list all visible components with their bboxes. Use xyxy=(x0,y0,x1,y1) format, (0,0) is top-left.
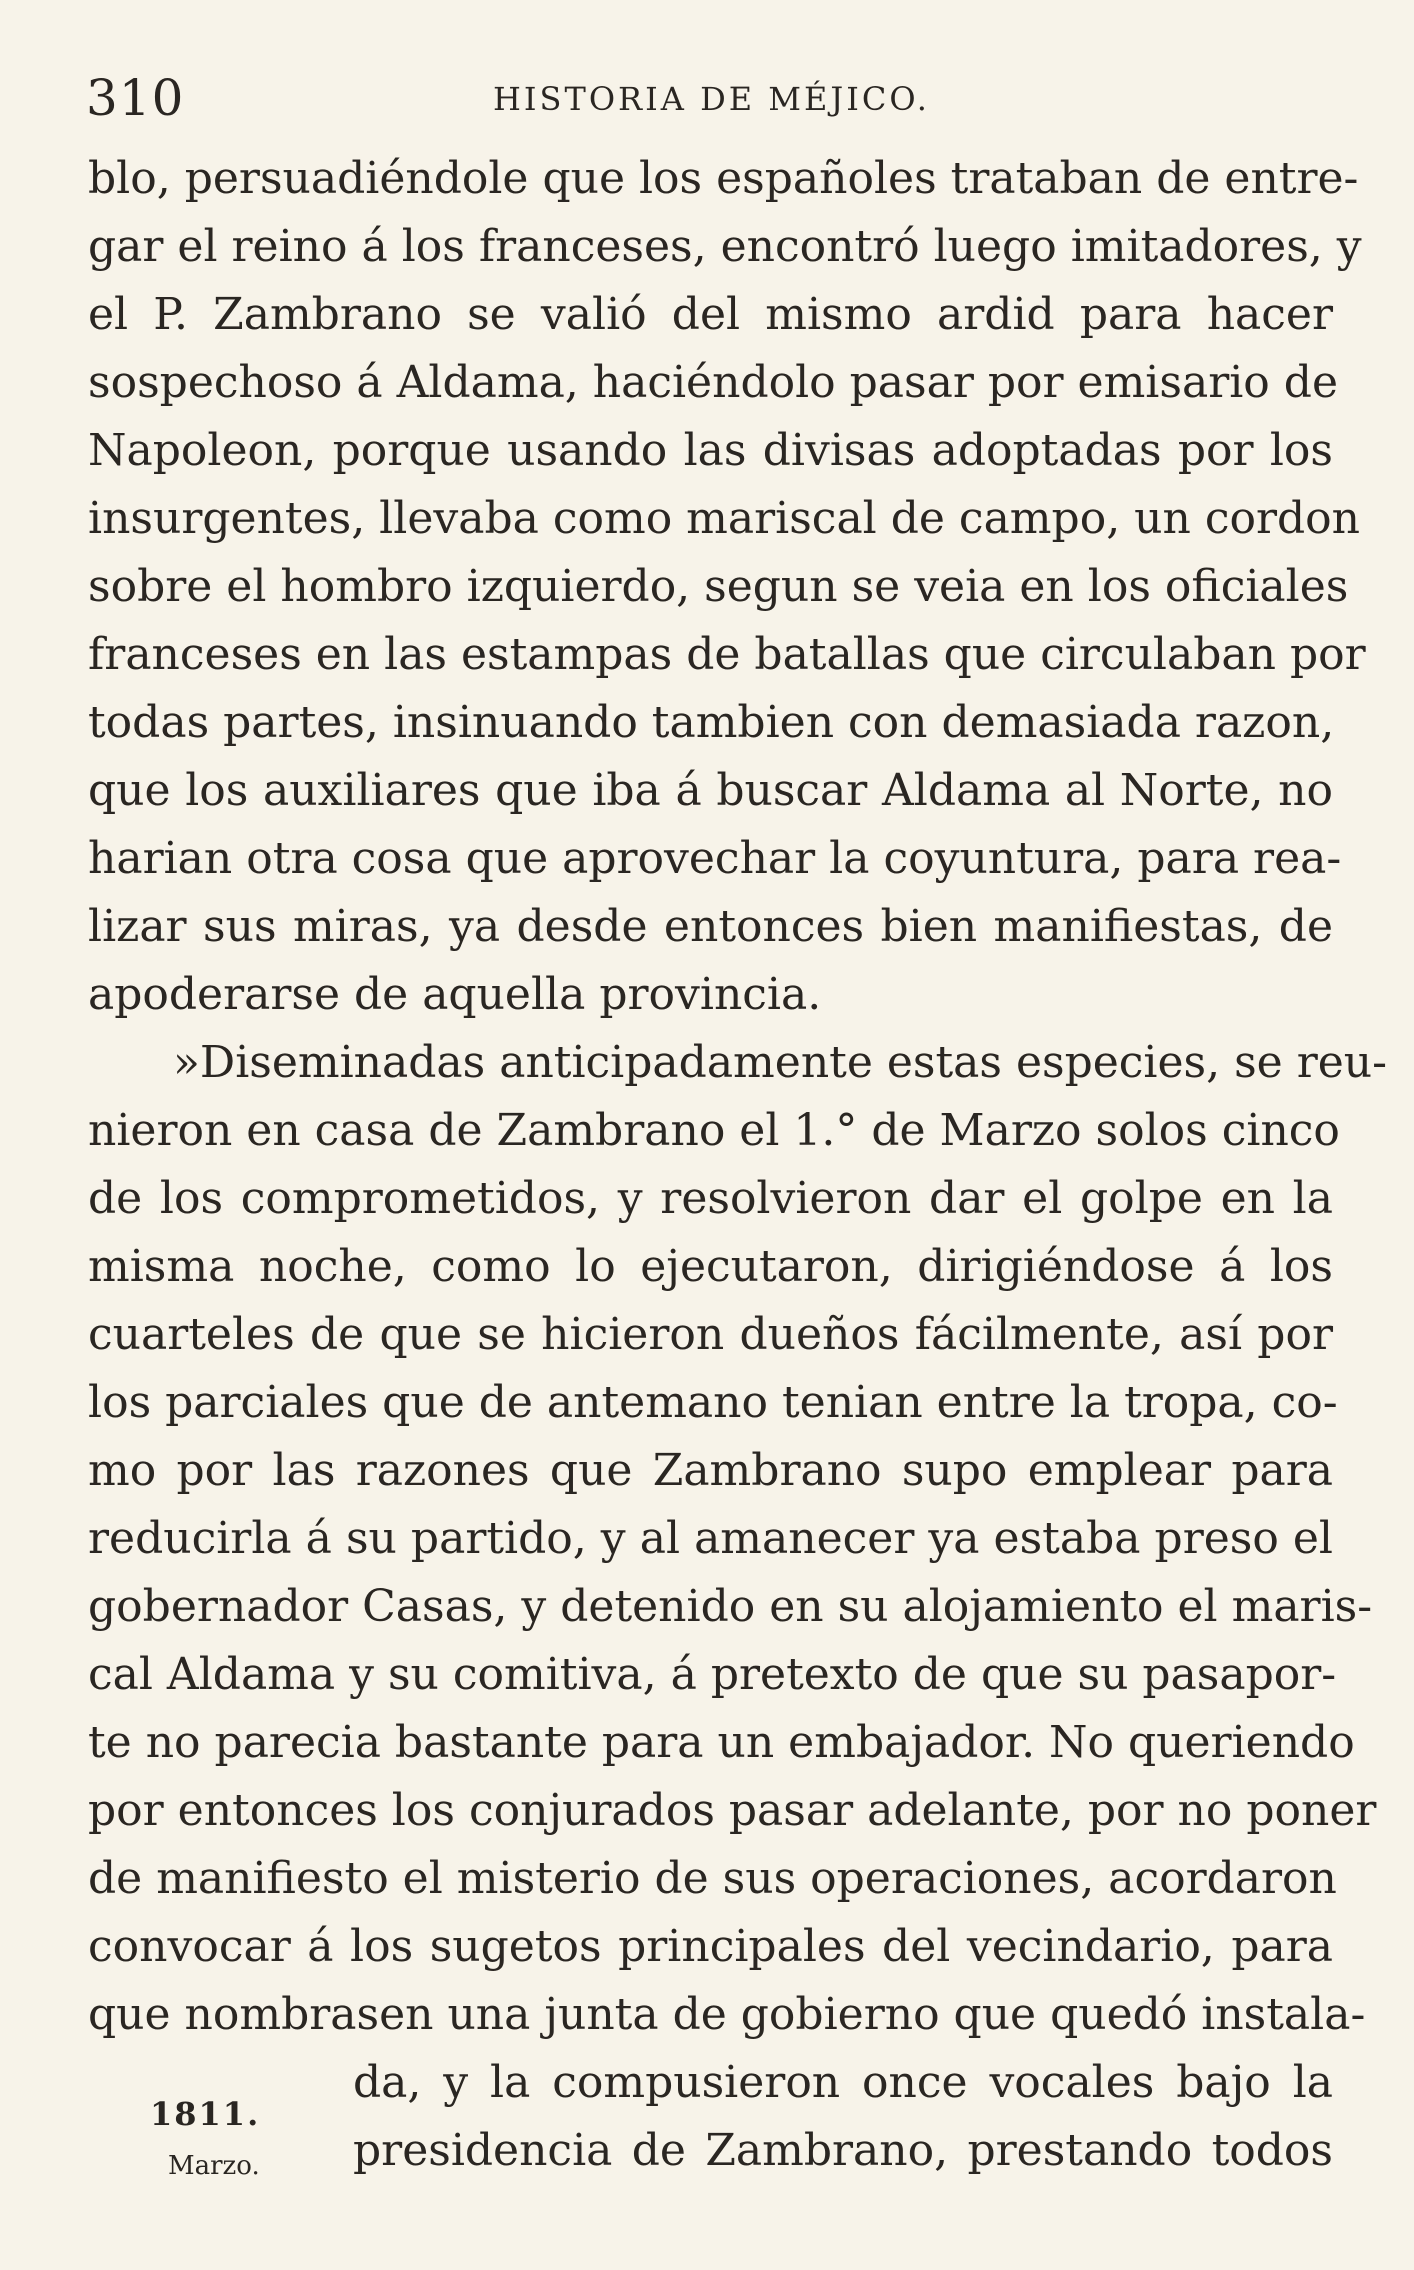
text-line: blo, persuadiéndole que los españoles trataban de entre- xyxy=(88,153,1359,204)
body-text xyxy=(88,145,1387,2185)
text-line: que nombrasen una junta de gobierno que quedó instala- xyxy=(88,1989,1366,2040)
text-line: sospechoso á Aldama, haciéndolo pasar por emisario de xyxy=(88,357,1338,408)
running-title: HISTORIA DE MÉJICO. xyxy=(493,80,930,118)
text-line: harian otra cosa que aprovechar la coyuntura, para rea- xyxy=(88,833,1342,884)
text-line: mo por las razones que Zambrano supo emplear para xyxy=(88,1445,1333,1496)
text-line: por entonces los conjurados pasar adelante, por no poner xyxy=(88,1785,1377,1836)
paragraph-end-line: apoderarse de aquella provincia. xyxy=(88,969,822,1020)
text-line: cal Aldama y su comitiva, á pretexto de que su pasapor- xyxy=(88,1649,1337,1700)
text-line: insurgentes, llevaba como mariscal de campo, un cordon xyxy=(88,493,1360,544)
text-line: te no parecia bastante para un embajador. No queriendo xyxy=(88,1717,1355,1768)
text-line: gobernador Casas, y detenido en su alojamiento el maris- xyxy=(88,1581,1373,1632)
margin-note-month: Marzo. xyxy=(168,2151,260,2181)
text-line: cuarteles de que se hicieron dueños fácilmente, así por xyxy=(88,1309,1333,1360)
text-line-beside-note: presidencia de Zambrano, prestando todos xyxy=(353,2125,1333,2176)
text-line: lizar sus miras, ya desde entonces bien manifiestas, de xyxy=(88,901,1333,952)
text-line: nieron en casa de Zambrano el 1.° de Marzo solos cinco xyxy=(88,1105,1340,1156)
text-line: franceses en las estampas de batallas que circulaban por xyxy=(88,629,1366,680)
text-line: de manifiesto el misterio de sus operaciones, acordaron xyxy=(88,1853,1337,1904)
text-line: los parciales que de antemano tenian entre la tropa, co- xyxy=(88,1377,1338,1428)
text-line: de los comprometidos, y resolvieron dar el golpe en la xyxy=(88,1173,1333,1224)
text-line: reducirla á su partido, y al amanecer ya estaba preso el xyxy=(88,1513,1333,1564)
page-number: 310 xyxy=(86,69,185,127)
text-line: misma noche, como lo ejecutaron, dirigiéndose á los xyxy=(88,1241,1333,1292)
text-line: Napoleon, porque usando las divisas adoptadas por los xyxy=(88,425,1333,476)
text-line: todas partes, insinuando tambien con demasiada razon, xyxy=(88,697,1335,748)
text-line: gar el reino á los franceses, encontró luego imitadores, y xyxy=(88,221,1362,272)
running-head xyxy=(86,68,1332,128)
paragraph-first-line: »Diseminadas anticipadamente estas especies, se reu- xyxy=(173,1037,1387,1088)
text-line: que los auxiliares que iba á buscar Aldama al Norte, no xyxy=(88,765,1333,816)
text-line: sobre el hombro izquierdo, segun se veia en los oficiales xyxy=(88,561,1349,612)
text-line: el P. Zambrano se valió del mismo ardid para hacer xyxy=(88,289,1333,340)
margin-note-year: 1811. xyxy=(150,2095,261,2133)
text-line-beside-note: da, y la compusieron once vocales bajo la xyxy=(353,2057,1333,2108)
text-line: convocar á los sugetos principales del vecindario, para xyxy=(88,1921,1333,1972)
